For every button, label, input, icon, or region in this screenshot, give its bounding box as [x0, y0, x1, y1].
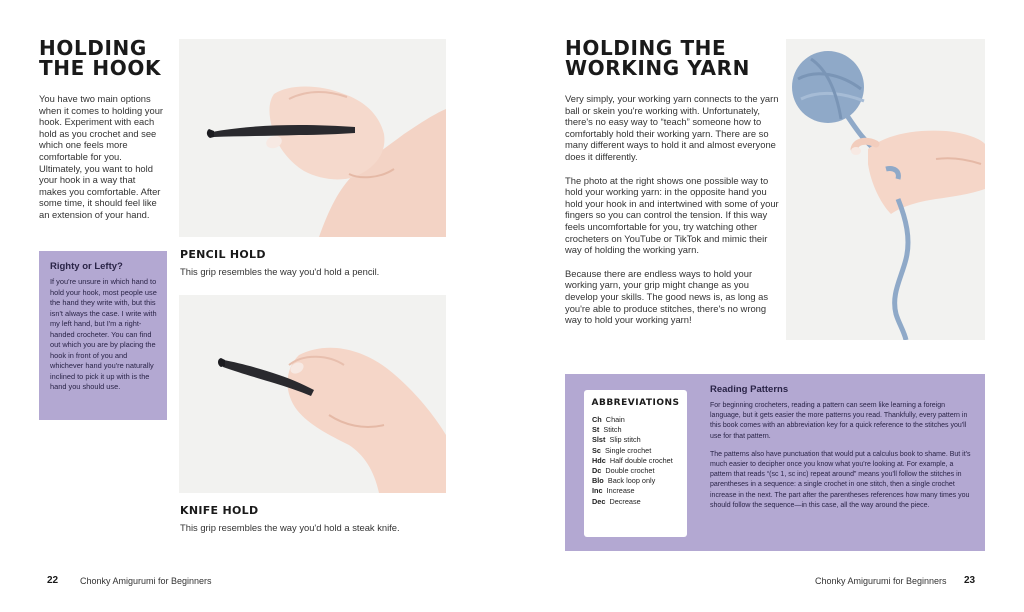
- right-title-line1: HOLDING THE: [565, 36, 727, 60]
- abbr-meaning: Slip stitch: [609, 435, 641, 445]
- knife-hold-photo: [179, 295, 446, 493]
- yarn-paragraph-1: Very simply, your working yarn connects to the yarn ball or skein you're working with. Unfortunately, there's no easy way to “teach” someone how to comfortably hold their working yarn. There are so many different ways to hold it and almost everyone does it differently.: [565, 93, 779, 162]
- abbr-row-hdc: [592, 456, 673, 466]
- knife-hold-title: KNIFE HOLD: [180, 504, 259, 517]
- yarn-paragraph-2: The photo at the right shows one possible way to hold your working yarn: in the opposite hand you hold your hook in and intertwined with some of your fingers so you can control the tension. If this way feels uncomfortable for you, try watching other crocheters on YouTube or TikTok and mimic their way of holding the working yarn.: [565, 174, 779, 256]
- abbreviations-list: [592, 415, 673, 507]
- left-page-title: [39, 38, 161, 78]
- abbr-meaning: Stitch: [603, 425, 622, 435]
- abbr-row-sc: [592, 446, 673, 456]
- abbr-row-st: [592, 425, 673, 435]
- abbr-meaning: Increase: [606, 486, 635, 496]
- abbr-key: Slst: [592, 435, 606, 445]
- abbr-key: Dc: [592, 466, 602, 476]
- left-page-number: 22: [47, 575, 59, 586]
- pencil-hold-caption: This grip resembles the way you'd hold a pencil.: [180, 266, 380, 277]
- abbr-row-slst: [592, 435, 673, 445]
- abbr-key: Ch: [592, 415, 602, 424]
- yarn-hold-photo: [786, 39, 985, 340]
- reading-patterns-paragraph-1: For beginning crocheters, reading a pattern can seem like learning a foreign language, but it gets easier the more patterns you read. Thankfully, every pattern in this book comes with an abbreviation key for a quick reference to the stitches you'll use for that pattern.: [710, 402, 968, 440]
- left-intro-text: You have two main options when it comes to holding your hook. Experiment with each hold as you crochet and see which one feels more comfortable for you. Ultimately, you want to hold your hook in a way that makes you comfortable. After some time, it should feel like an extension of your hand.: [39, 93, 164, 220]
- right-page-number: 23: [964, 575, 976, 586]
- reading-patterns-paragraph-2: The patterns also have punctuation that would put a calculus book to shame. But it's much easier to decipher once you know what you're looking at. For example, a pattern that reads “(sc 1, sc inc) repeat around” means you'll follow the stitches in parentheses in a sequence: a single crochet in one stitch, then a single crochet increase in the next. The part after the parentheses references how many times you should follow the sequence—in this case, all the way around the piece.: [710, 450, 971, 509]
- reading-patterns-title: Reading Patterns: [710, 384, 789, 395]
- hand-holding-hook-knife-icon: [179, 295, 446, 493]
- left-title-line2: THE HOOK: [39, 56, 162, 80]
- abbr-row-inc: [592, 486, 673, 496]
- abbr-meaning: Half double crochet: [609, 455, 673, 465]
- abbr-meaning: Double crochet: [605, 466, 655, 476]
- hand-holding-hook-pencil-icon: [179, 39, 446, 237]
- abbr-meaning: Chain: [605, 415, 625, 424]
- hand-holding-yarn-icon: [786, 39, 985, 340]
- abbreviations-title: ABBREVIATIONS: [591, 398, 680, 408]
- abbr-key: Blo: [592, 476, 604, 486]
- left-running-head: Chonky Amigurumi for Beginners: [80, 576, 212, 586]
- right-body-text: [565, 93, 779, 326]
- abbr-row-blo: [592, 476, 673, 486]
- right-title-line2: WORKING YARN: [565, 56, 750, 80]
- pencil-hold-title: PENCIL HOLD: [180, 248, 266, 261]
- sidebar-text: If you're unsure in which hand to hold your hook, most people use the hand they write with, but this isn't always the case. I write with my left hand, but I'm a right-handed crocheter. You can find out which you are by placing the hook in front of you and whichever hand you're naturally inclined to pick it up with is the hand you should use.: [50, 277, 157, 391]
- abbr-row-ch: [592, 415, 673, 425]
- abbr-meaning: Back loop only: [607, 476, 656, 486]
- abbr-key: Dec: [592, 496, 606, 506]
- abbr-meaning: Single crochet: [605, 445, 652, 455]
- left-title-line1: HOLDING: [39, 36, 147, 60]
- right-page-title: [565, 38, 750, 78]
- reading-patterns-text: [710, 401, 972, 511]
- sidebar-title: Righty or Lefty?: [50, 261, 123, 272]
- abbreviations-card: [584, 390, 687, 537]
- abbr-key: Hdc: [592, 455, 606, 465]
- right-running-head: Chonky Amigurumi for Beginners: [815, 576, 947, 586]
- righty-lefty-sidebar: [39, 251, 167, 420]
- yarn-paragraph-3: Because there are endless ways to hold your working yarn, your grip might change as you develop your skills. The good news is, as long as you're able to produce stitches, there's no wrong way to hold your working yarn!: [565, 267, 769, 326]
- abbr-meaning: Decrease: [609, 496, 641, 506]
- pencil-hold-photo: [179, 39, 446, 237]
- abbr-row-dc: [592, 466, 673, 476]
- reading-patterns-box: [565, 374, 985, 551]
- abbr-key: Inc: [592, 486, 603, 496]
- knife-hold-caption: This grip resembles the way you'd hold a steak knife.: [180, 522, 400, 533]
- abbr-row-dec: [592, 497, 673, 507]
- abbr-key: St: [592, 425, 600, 435]
- abbr-key: Sc: [592, 445, 601, 455]
